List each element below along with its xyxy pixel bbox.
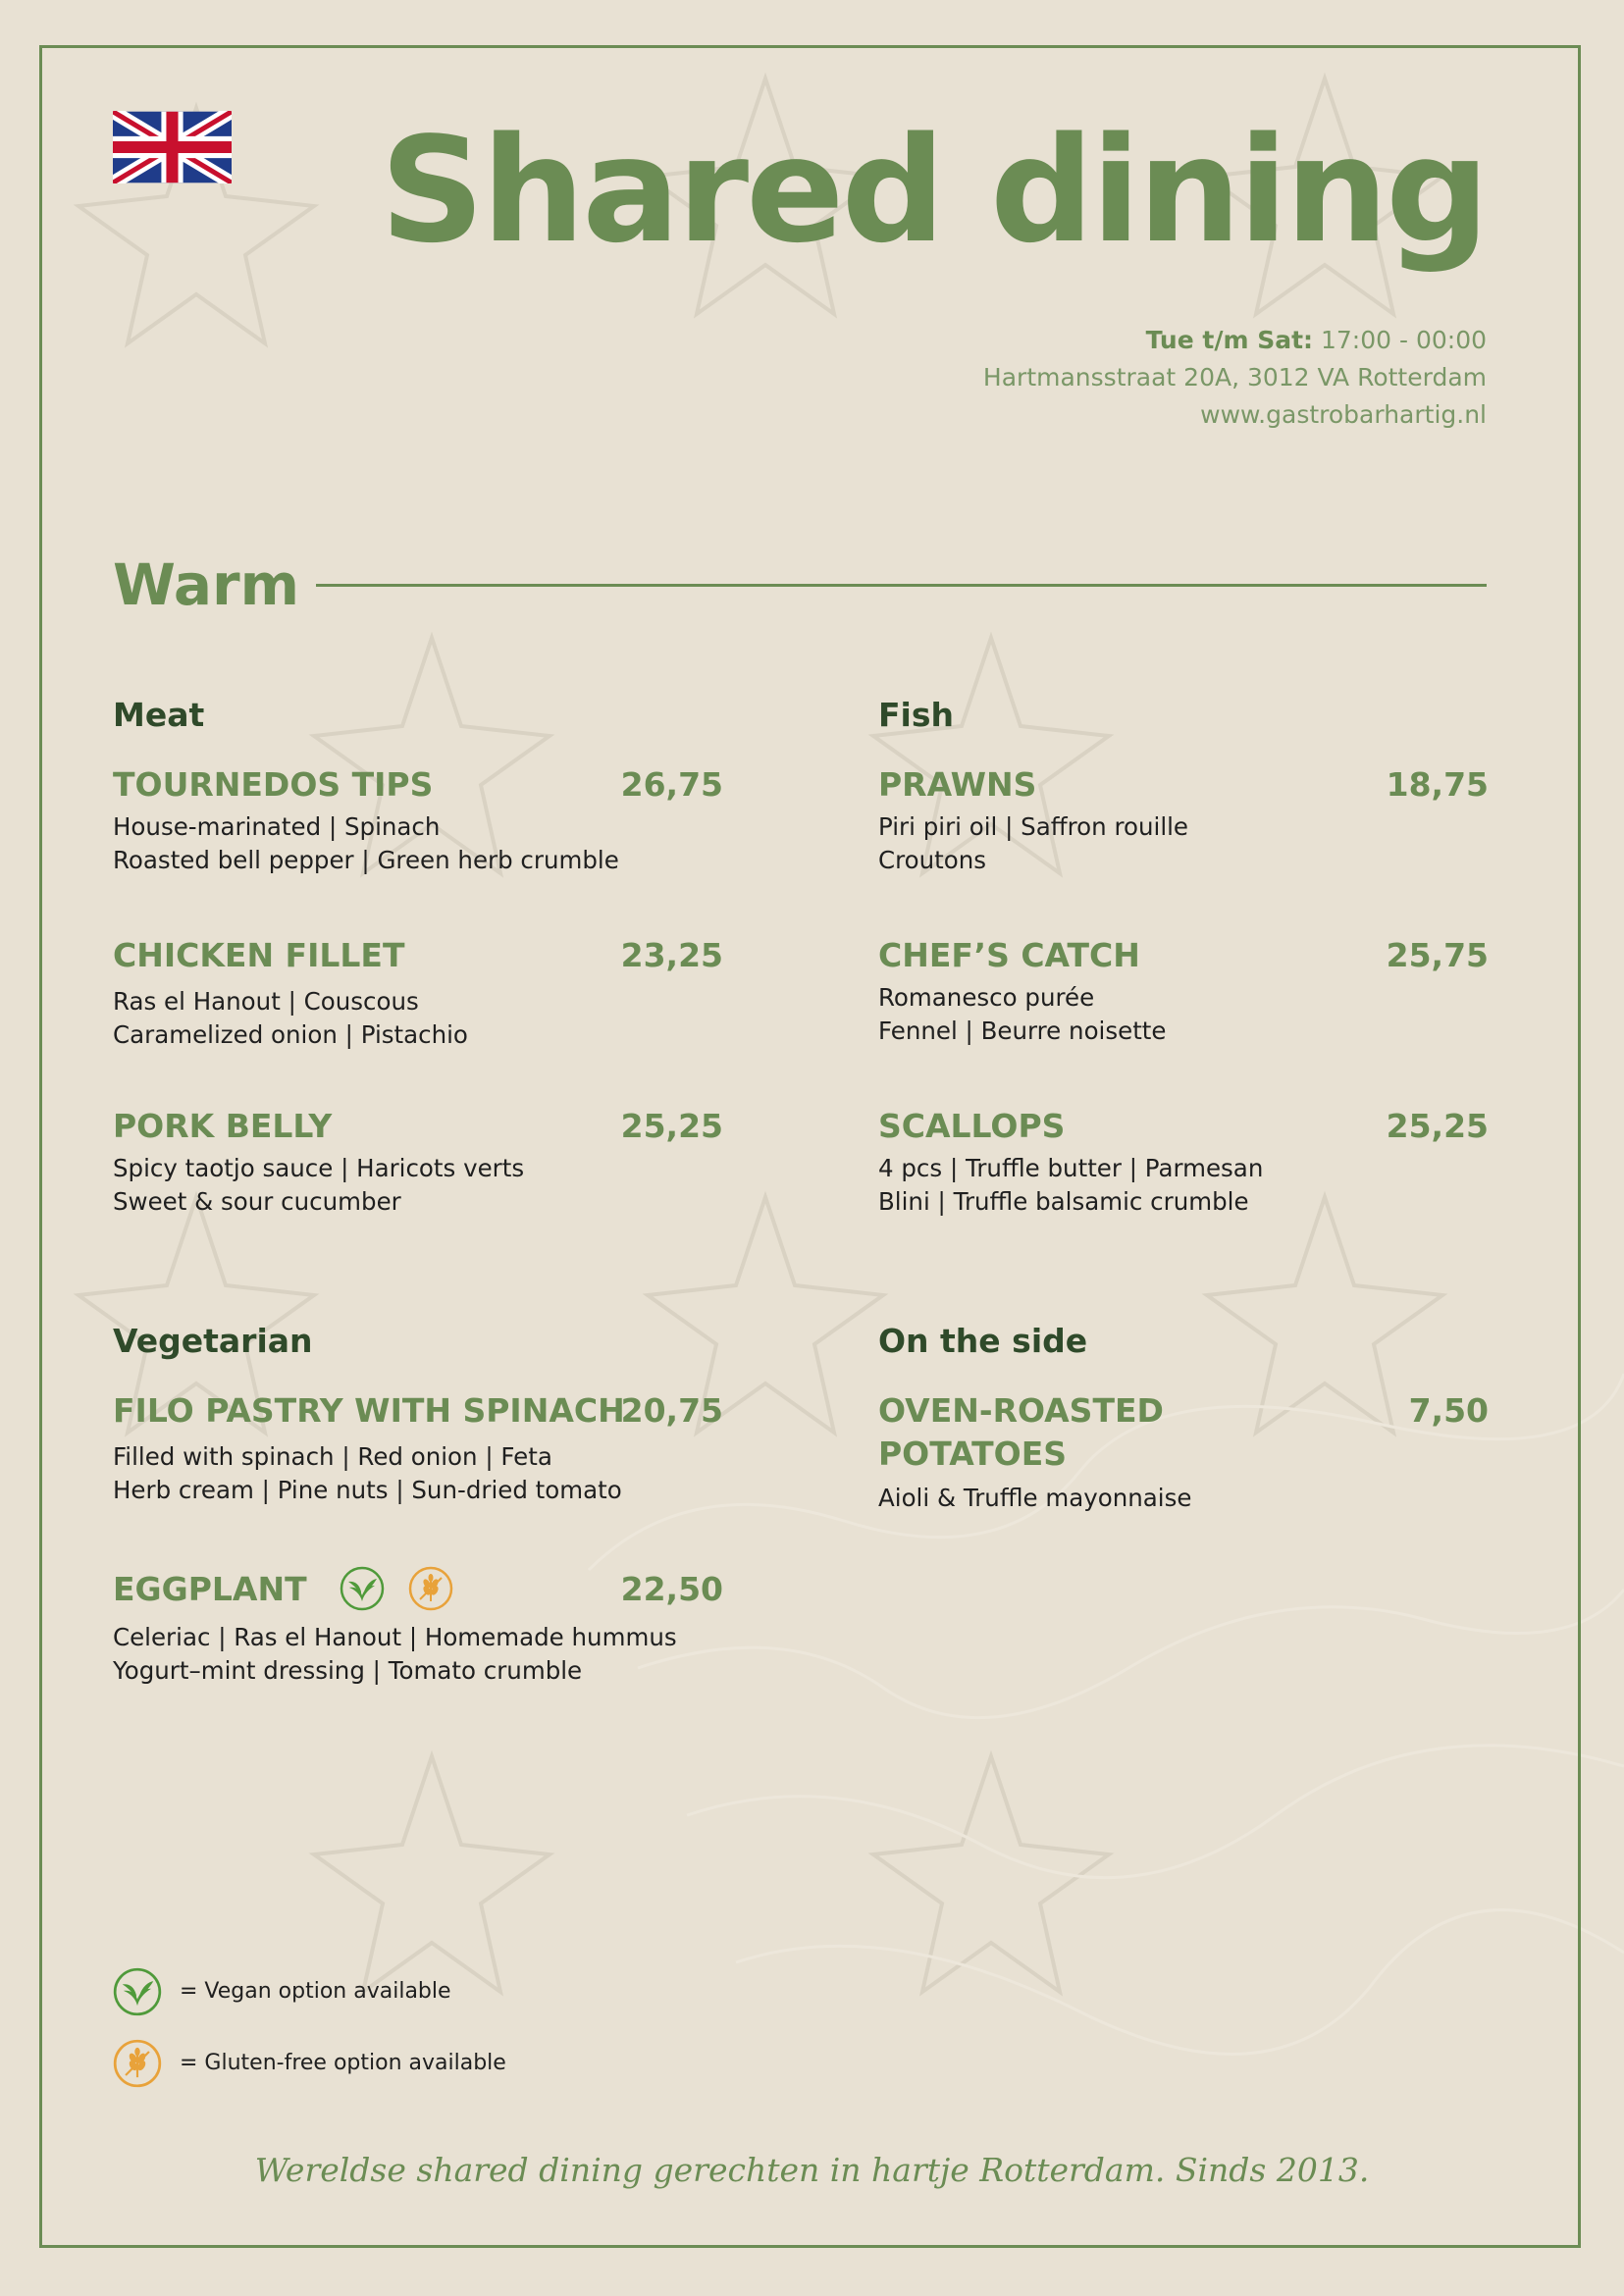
dish-name-text: EGGPLANT [113,1570,307,1608]
address: Hartmansstraat 20A, 3012 VA Rotterdam [982,363,1487,391]
restaurant-info [983,322,1487,434]
dish-price: 25,75 [1386,936,1489,974]
category-heading: On the side [878,1322,1088,1360]
dish-name: CHICKEN FILLET [113,936,405,974]
section-title: Warm [113,551,300,618]
dish-name: CHEF’S CATCH [878,936,1140,974]
dish-price: 20,75 [620,1391,723,1430]
dish-price: 7,50 [1408,1391,1489,1430]
menu-item [878,934,1489,1048]
vegan-icon [340,1566,385,1611]
dish-description: Romanesco purée [878,983,1095,1012]
dish-description: Sweet & sour cucumber [113,1187,401,1216]
vegan-icon [113,1967,162,2016]
section-divider [316,584,1487,587]
website-link[interactable]: www.gastrobarhartig.nl [1200,400,1487,429]
dish-price: 26,75 [620,765,723,804]
dish-name: PORK BELLY [113,1107,333,1145]
opening-hours [983,322,1487,359]
dish-description: Celeriac | Ras el Hanout | Homemade hummus [113,1623,677,1651]
dish-description: Caramelized onion | Pistachio [113,1020,468,1049]
gluten-free-icon [113,2039,162,2088]
dish-name: FILO PASTRY WITH SPINACH [113,1391,625,1430]
dish-description: Fennel | Beurre noisette [878,1017,1167,1045]
footer-tagline: Wereldse shared dining gerechten in hartje Rotterdam. Sinds 2013. [254,2151,1370,2189]
page-title: Shared dining [380,106,1487,275]
dish-description: Aioli & Truffle mayonnaise [878,1484,1192,1512]
dish-name-line: POTATOES [878,1435,1068,1473]
dish-price: 18,75 [1386,765,1489,804]
category-heading: Fish [878,696,954,734]
dish-description: Herb cream | Pine nuts | Sun-dried tomato [113,1476,622,1504]
menu-item [113,1389,723,1507]
dish-name [113,1568,453,1611]
dish-name: PRAWNS [878,765,1037,804]
dish-description: Filled with spinach | Red onion | Feta [113,1442,552,1471]
dish-name: SCALLOPS [878,1107,1066,1145]
gluten-free-icon [408,1566,453,1611]
menu-item [113,1568,723,1688]
dish-description: Ras el Hanout | Couscous [113,987,419,1016]
legend-vegan-label: = Vegan option available [180,1979,451,2004]
dish-description: Piri piri oil | Saffron rouille [878,812,1188,841]
dish-price: 25,25 [1386,1107,1489,1145]
legend-gluten-free-label: = Gluten-free option available [180,2051,506,2075]
dish-description: Croutons [878,846,987,874]
category-heading: Meat [113,696,205,734]
menu-item [113,1105,723,1219]
dish-description: Roasted bell pepper | Green herb crumble [113,846,619,874]
dish-description: Blini | Truffle balsamic crumble [878,1187,1249,1216]
dish-price: 22,50 [620,1570,723,1608]
hours-value: 17:00 - 00:00 [1313,326,1487,354]
dish-price: 23,25 [620,936,723,974]
menu-item [113,763,723,877]
dish-price: 25,25 [620,1107,723,1145]
menu-item [878,763,1489,877]
menu-item [878,1105,1489,1219]
dish-description: 4 pcs | Truffle butter | Parmesan [878,1154,1264,1182]
dish-name [878,1389,1164,1476]
menu-item [878,1389,1489,1515]
dish-name-line: OVEN-ROASTED [878,1391,1164,1430]
uk-flag-icon [113,111,232,183]
dish-description: Yogurt–mint dressing | Tomato crumble [113,1656,583,1685]
dish-name: TOURNEDOS TIPS [113,765,434,804]
dish-description: Spicy taotjo sauce | Haricots verts [113,1154,525,1182]
hours-label: Tue t/m Sat: [1145,326,1314,354]
dish-description: House-marinated | Spinach [113,812,441,841]
menu-item [113,934,723,1052]
category-heading: Vegetarian [113,1322,313,1360]
